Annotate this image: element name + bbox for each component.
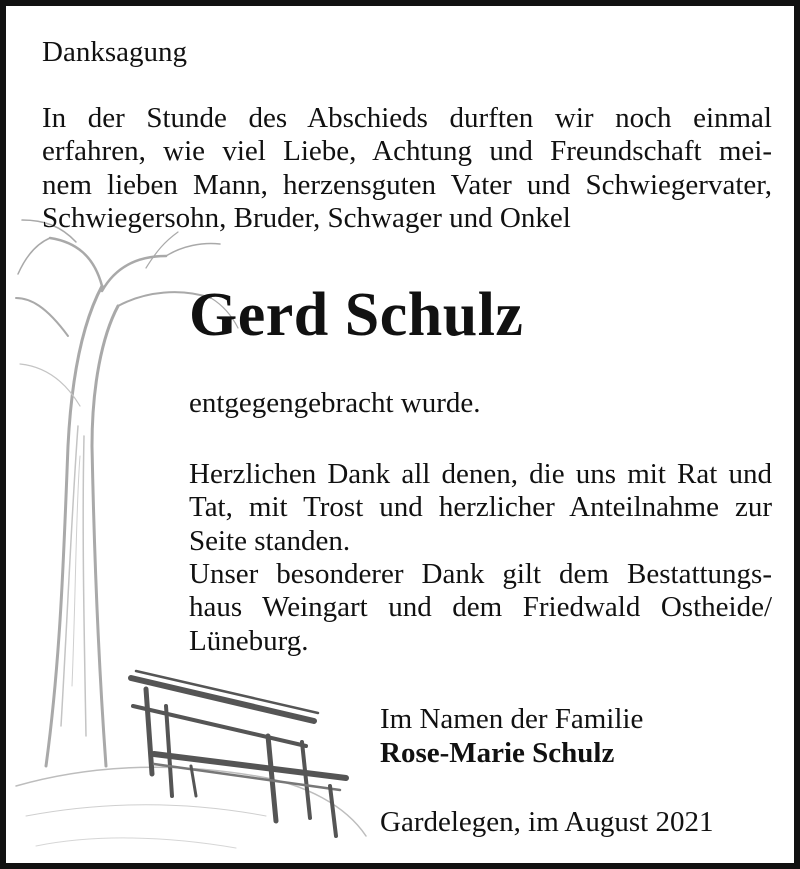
thanks-line: Unser besonderer Dank gilt dem Bestattungs-	[189, 558, 772, 591]
intro-line: nem lieben Mann, herzensguten Vater und Schwiegervater,	[42, 168, 772, 201]
place-date: Gardelegen, im August 2021	[380, 806, 714, 838]
signature-name: Rose-Marie Schulz	[380, 737, 615, 769]
after-name-text: entgegengebracht wurde.	[189, 387, 481, 419]
signature-intro: Im Namen der Familie	[380, 703, 644, 735]
intro-paragraph	[42, 102, 772, 235]
thanks-line: Herzlichen Dank all denen, die uns mit Rat und	[189, 458, 772, 490]
thanks-line: haus Weingart und dem Friedwald Ostheide/	[189, 591, 772, 624]
notice-heading: Danksagung	[42, 36, 187, 68]
intro-line: erfahren, wie viel Liebe, Achtung und Freundschaft mei-	[42, 135, 772, 168]
intro-line: In der Stunde des Abschieds durften wir noch einmal	[42, 102, 772, 134]
thanks-line: Seite standen.	[189, 524, 351, 557]
thanks-line: Tat, mit Trost und herzlicher Anteilnahme zur	[189, 491, 772, 524]
thanks-line: Lüneburg.	[189, 624, 309, 657]
deceased-name: Gerd Schulz	[189, 281, 524, 349]
thanks-paragraph	[189, 458, 772, 658]
intro-line: Schwiegersohn, Bruder, Schwager und Onkel	[42, 202, 571, 235]
